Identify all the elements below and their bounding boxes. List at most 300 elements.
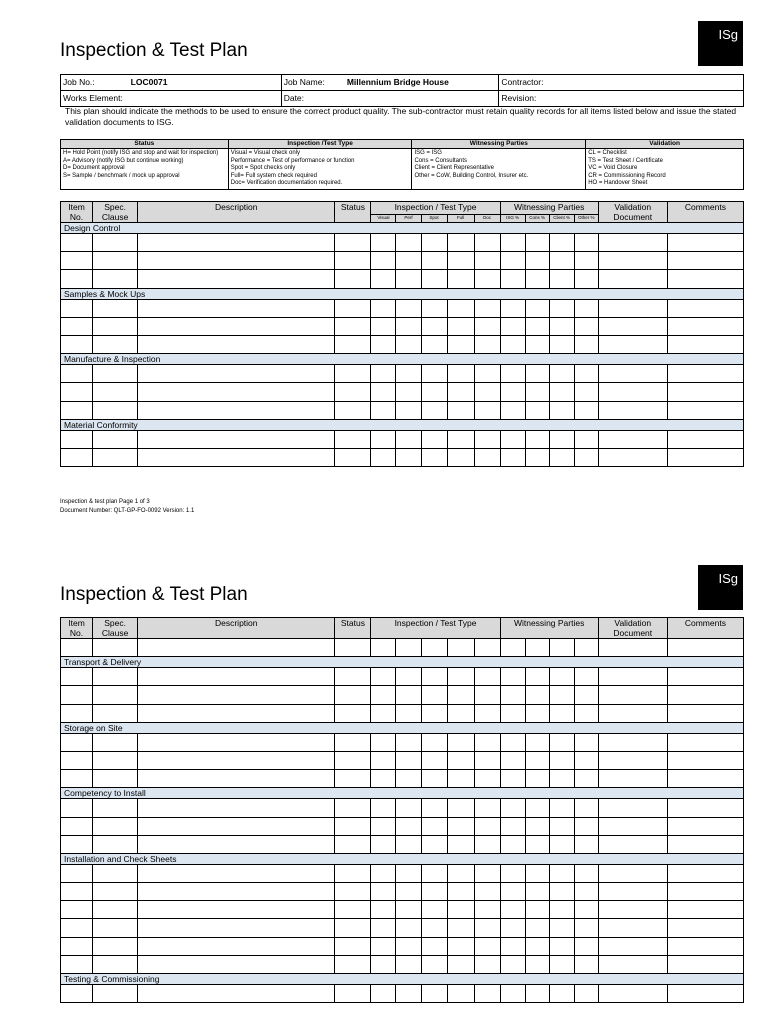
table-cell[interactable] bbox=[525, 985, 549, 1003]
table-cell[interactable] bbox=[371, 401, 396, 419]
table-cell[interactable] bbox=[138, 365, 335, 383]
table-cell[interactable] bbox=[525, 383, 549, 401]
table-cell[interactable] bbox=[667, 770, 743, 788]
table-cell[interactable] bbox=[61, 704, 93, 722]
table-cell[interactable] bbox=[574, 383, 598, 401]
table-cell[interactable] bbox=[474, 252, 500, 270]
table-cell[interactable] bbox=[371, 751, 396, 769]
table-cell[interactable] bbox=[396, 448, 421, 466]
table-cell[interactable] bbox=[525, 401, 549, 419]
table-cell[interactable] bbox=[61, 401, 93, 419]
table-cell[interactable] bbox=[396, 299, 421, 317]
table-cell[interactable] bbox=[61, 901, 93, 919]
table-cell[interactable] bbox=[500, 901, 525, 919]
table-cell[interactable] bbox=[61, 299, 93, 317]
table-cell[interactable] bbox=[598, 317, 667, 335]
table-cell[interactable] bbox=[421, 770, 447, 788]
table-cell[interactable] bbox=[525, 817, 549, 835]
table-cell[interactable] bbox=[598, 937, 667, 955]
table-cell[interactable] bbox=[138, 835, 335, 853]
table-cell[interactable] bbox=[421, 448, 447, 466]
table-cell[interactable] bbox=[138, 864, 335, 882]
table-cell[interactable] bbox=[61, 448, 93, 466]
table-cell[interactable] bbox=[525, 448, 549, 466]
table-cell[interactable] bbox=[549, 985, 574, 1003]
table-cell[interactable] bbox=[93, 383, 138, 401]
table-cell[interactable] bbox=[574, 365, 598, 383]
table-cell[interactable] bbox=[574, 835, 598, 853]
table-cell[interactable] bbox=[447, 770, 474, 788]
table-cell[interactable] bbox=[371, 365, 396, 383]
table-cell[interactable] bbox=[93, 985, 138, 1003]
table-cell[interactable] bbox=[598, 252, 667, 270]
table-cell[interactable] bbox=[474, 335, 500, 353]
table-cell[interactable] bbox=[335, 955, 371, 973]
table-cell[interactable] bbox=[598, 668, 667, 686]
table-cell[interactable] bbox=[61, 639, 93, 657]
table-cell[interactable] bbox=[500, 955, 525, 973]
table-cell[interactable] bbox=[549, 937, 574, 955]
table-cell[interactable] bbox=[421, 937, 447, 955]
table-cell[interactable] bbox=[574, 234, 598, 252]
table-cell[interactable] bbox=[525, 955, 549, 973]
table-cell[interactable] bbox=[93, 901, 138, 919]
table-cell[interactable] bbox=[61, 883, 93, 901]
table-cell[interactable] bbox=[335, 864, 371, 882]
table-cell[interactable] bbox=[421, 234, 447, 252]
table-cell[interactable] bbox=[93, 919, 138, 937]
table-cell[interactable] bbox=[667, 901, 743, 919]
table-cell[interactable] bbox=[61, 864, 93, 882]
table-cell[interactable] bbox=[667, 751, 743, 769]
table-cell[interactable] bbox=[421, 883, 447, 901]
table-cell[interactable] bbox=[138, 383, 335, 401]
table-cell[interactable] bbox=[396, 733, 421, 751]
table-cell[interactable] bbox=[574, 252, 598, 270]
table-cell[interactable] bbox=[421, 270, 447, 288]
table-cell[interactable] bbox=[61, 799, 93, 817]
table-cell[interactable] bbox=[396, 835, 421, 853]
table-cell[interactable] bbox=[474, 270, 500, 288]
table-cell[interactable] bbox=[421, 901, 447, 919]
table-cell[interactable] bbox=[138, 704, 335, 722]
table-cell[interactable] bbox=[667, 817, 743, 835]
table-cell[interactable] bbox=[447, 733, 474, 751]
table-cell[interactable] bbox=[500, 937, 525, 955]
table-cell[interactable] bbox=[500, 864, 525, 882]
table-cell[interactable] bbox=[93, 401, 138, 419]
table-cell[interactable] bbox=[93, 234, 138, 252]
table-cell[interactable] bbox=[598, 770, 667, 788]
table-cell[interactable] bbox=[574, 770, 598, 788]
table-cell[interactable] bbox=[335, 751, 371, 769]
table-cell[interactable] bbox=[574, 335, 598, 353]
table-cell[interactable] bbox=[574, 955, 598, 973]
table-cell[interactable] bbox=[138, 401, 335, 419]
table-cell[interactable] bbox=[335, 365, 371, 383]
table-cell[interactable] bbox=[371, 835, 396, 853]
table-cell[interactable] bbox=[335, 270, 371, 288]
table-cell[interactable] bbox=[335, 299, 371, 317]
table-cell[interactable] bbox=[138, 270, 335, 288]
table-cell[interactable] bbox=[549, 430, 574, 448]
table-cell[interactable] bbox=[549, 639, 574, 657]
table-cell[interactable] bbox=[525, 835, 549, 853]
table-cell[interactable] bbox=[549, 365, 574, 383]
table-cell[interactable] bbox=[598, 639, 667, 657]
table-cell[interactable] bbox=[474, 430, 500, 448]
table-cell[interactable] bbox=[396, 883, 421, 901]
table-cell[interactable] bbox=[371, 335, 396, 353]
table-cell[interactable] bbox=[335, 668, 371, 686]
table-cell[interactable] bbox=[138, 733, 335, 751]
table-cell[interactable] bbox=[421, 383, 447, 401]
table-cell[interactable] bbox=[138, 901, 335, 919]
table-cell[interactable] bbox=[138, 799, 335, 817]
table-cell[interactable] bbox=[667, 234, 743, 252]
table-cell[interactable] bbox=[574, 299, 598, 317]
table-cell[interactable] bbox=[525, 299, 549, 317]
table-cell[interactable] bbox=[335, 686, 371, 704]
table-cell[interactable] bbox=[598, 704, 667, 722]
table-cell[interactable] bbox=[396, 639, 421, 657]
table-cell[interactable] bbox=[335, 937, 371, 955]
table-cell[interactable] bbox=[396, 799, 421, 817]
table-cell[interactable] bbox=[138, 299, 335, 317]
table-cell[interactable] bbox=[598, 383, 667, 401]
table-cell[interactable] bbox=[396, 955, 421, 973]
table-cell[interactable] bbox=[500, 365, 525, 383]
table-cell[interactable] bbox=[667, 270, 743, 288]
table-cell[interactable] bbox=[371, 883, 396, 901]
table-cell[interactable] bbox=[549, 770, 574, 788]
table-cell[interactable] bbox=[667, 799, 743, 817]
table-cell[interactable] bbox=[396, 937, 421, 955]
table-cell[interactable] bbox=[138, 955, 335, 973]
table-cell[interactable] bbox=[598, 335, 667, 353]
table-cell[interactable] bbox=[138, 985, 335, 1003]
table-cell[interactable] bbox=[335, 817, 371, 835]
table-cell[interactable] bbox=[667, 668, 743, 686]
table-cell[interactable] bbox=[474, 704, 500, 722]
table-cell[interactable] bbox=[447, 704, 474, 722]
table-cell[interactable] bbox=[447, 252, 474, 270]
table-cell[interactable] bbox=[474, 919, 500, 937]
table-cell[interactable] bbox=[574, 901, 598, 919]
table-cell[interactable] bbox=[598, 901, 667, 919]
table-cell[interactable] bbox=[549, 270, 574, 288]
table-cell[interactable] bbox=[396, 383, 421, 401]
table-cell[interactable] bbox=[93, 751, 138, 769]
table-cell[interactable] bbox=[138, 686, 335, 704]
table-cell[interactable] bbox=[447, 383, 474, 401]
table-cell[interactable] bbox=[667, 919, 743, 937]
table-cell[interactable] bbox=[500, 751, 525, 769]
table-cell[interactable] bbox=[421, 668, 447, 686]
table-cell[interactable] bbox=[667, 955, 743, 973]
table-cell[interactable] bbox=[525, 252, 549, 270]
table-cell[interactable] bbox=[93, 430, 138, 448]
table-cell[interactable] bbox=[335, 733, 371, 751]
table-cell[interactable] bbox=[447, 751, 474, 769]
table-cell[interactable] bbox=[474, 448, 500, 466]
table-cell[interactable] bbox=[138, 448, 335, 466]
table-cell[interactable] bbox=[421, 317, 447, 335]
table-cell[interactable] bbox=[474, 937, 500, 955]
table-cell[interactable] bbox=[500, 270, 525, 288]
table-cell[interactable] bbox=[598, 751, 667, 769]
table-cell[interactable] bbox=[61, 733, 93, 751]
table-cell[interactable] bbox=[335, 835, 371, 853]
table-cell[interactable] bbox=[138, 668, 335, 686]
table-cell[interactable] bbox=[335, 901, 371, 919]
table-cell[interactable] bbox=[598, 817, 667, 835]
table-cell[interactable] bbox=[396, 401, 421, 419]
table-cell[interactable] bbox=[335, 799, 371, 817]
table-cell[interactable] bbox=[396, 704, 421, 722]
table-cell[interactable] bbox=[421, 835, 447, 853]
table-cell[interactable] bbox=[93, 733, 138, 751]
table-cell[interactable] bbox=[447, 401, 474, 419]
table-cell[interactable] bbox=[61, 751, 93, 769]
table-cell[interactable] bbox=[474, 751, 500, 769]
table-cell[interactable] bbox=[574, 448, 598, 466]
table-cell[interactable] bbox=[447, 365, 474, 383]
table-cell[interactable] bbox=[421, 799, 447, 817]
table-cell[interactable] bbox=[474, 985, 500, 1003]
table-cell[interactable] bbox=[371, 799, 396, 817]
table-cell[interactable] bbox=[598, 835, 667, 853]
table-cell[interactable] bbox=[371, 985, 396, 1003]
table-cell[interactable] bbox=[525, 668, 549, 686]
table-cell[interactable] bbox=[574, 704, 598, 722]
table-cell[interactable] bbox=[447, 955, 474, 973]
table-cell[interactable] bbox=[667, 733, 743, 751]
table-cell[interactable] bbox=[61, 985, 93, 1003]
table-cell[interactable] bbox=[667, 317, 743, 335]
table-cell[interactable] bbox=[447, 937, 474, 955]
table-cell[interactable] bbox=[500, 817, 525, 835]
table-cell[interactable] bbox=[598, 686, 667, 704]
table-cell[interactable] bbox=[525, 901, 549, 919]
table-cell[interactable] bbox=[396, 668, 421, 686]
table-cell[interactable] bbox=[421, 919, 447, 937]
table-cell[interactable] bbox=[667, 335, 743, 353]
table-cell[interactable] bbox=[667, 430, 743, 448]
table-cell[interactable] bbox=[61, 937, 93, 955]
table-cell[interactable] bbox=[371, 252, 396, 270]
table-cell[interactable] bbox=[549, 835, 574, 853]
table-cell[interactable] bbox=[598, 799, 667, 817]
table-cell[interactable] bbox=[421, 955, 447, 973]
table-cell[interactable] bbox=[447, 639, 474, 657]
table-cell[interactable] bbox=[447, 817, 474, 835]
table-cell[interactable] bbox=[447, 799, 474, 817]
table-cell[interactable] bbox=[447, 299, 474, 317]
table-cell[interactable] bbox=[447, 883, 474, 901]
table-cell[interactable] bbox=[525, 639, 549, 657]
table-cell[interactable] bbox=[549, 299, 574, 317]
table-cell[interactable] bbox=[598, 401, 667, 419]
table-cell[interactable] bbox=[574, 751, 598, 769]
table-cell[interactable] bbox=[93, 835, 138, 853]
table-cell[interactable] bbox=[61, 817, 93, 835]
table-cell[interactable] bbox=[549, 733, 574, 751]
table-cell[interactable] bbox=[549, 864, 574, 882]
table-cell[interactable] bbox=[549, 668, 574, 686]
table-cell[interactable] bbox=[474, 883, 500, 901]
table-cell[interactable] bbox=[371, 686, 396, 704]
table-cell[interactable] bbox=[525, 883, 549, 901]
table-cell[interactable] bbox=[371, 430, 396, 448]
table-cell[interactable] bbox=[598, 955, 667, 973]
table-cell[interactable] bbox=[138, 937, 335, 955]
table-cell[interactable] bbox=[138, 234, 335, 252]
table-cell[interactable] bbox=[500, 733, 525, 751]
table-cell[interactable] bbox=[335, 234, 371, 252]
table-cell[interactable] bbox=[61, 955, 93, 973]
table-cell[interactable] bbox=[93, 668, 138, 686]
table-cell[interactable] bbox=[549, 704, 574, 722]
table-cell[interactable] bbox=[396, 270, 421, 288]
table-cell[interactable] bbox=[525, 430, 549, 448]
table-cell[interactable] bbox=[574, 883, 598, 901]
table-cell[interactable] bbox=[396, 234, 421, 252]
table-cell[interactable] bbox=[525, 234, 549, 252]
table-cell[interactable] bbox=[138, 770, 335, 788]
table-cell[interactable] bbox=[93, 365, 138, 383]
table-cell[interactable] bbox=[421, 639, 447, 657]
table-cell[interactable] bbox=[474, 901, 500, 919]
table-cell[interactable] bbox=[61, 365, 93, 383]
table-cell[interactable] bbox=[421, 985, 447, 1003]
table-cell[interactable] bbox=[138, 883, 335, 901]
table-cell[interactable] bbox=[61, 668, 93, 686]
table-cell[interactable] bbox=[667, 835, 743, 853]
table-cell[interactable] bbox=[61, 234, 93, 252]
table-cell[interactable] bbox=[525, 704, 549, 722]
table-cell[interactable] bbox=[396, 686, 421, 704]
table-cell[interactable] bbox=[396, 817, 421, 835]
table-cell[interactable] bbox=[525, 335, 549, 353]
table-cell[interactable] bbox=[421, 751, 447, 769]
table-cell[interactable] bbox=[525, 864, 549, 882]
table-cell[interactable] bbox=[549, 401, 574, 419]
table-cell[interactable] bbox=[474, 668, 500, 686]
table-cell[interactable] bbox=[421, 365, 447, 383]
table-cell[interactable] bbox=[61, 770, 93, 788]
table-cell[interactable] bbox=[667, 704, 743, 722]
table-cell[interactable] bbox=[474, 733, 500, 751]
table-cell[interactable] bbox=[138, 751, 335, 769]
table-cell[interactable] bbox=[474, 365, 500, 383]
table-cell[interactable] bbox=[138, 817, 335, 835]
table-cell[interactable] bbox=[500, 985, 525, 1003]
table-cell[interactable] bbox=[93, 335, 138, 353]
table-cell[interactable] bbox=[138, 252, 335, 270]
table-cell[interactable] bbox=[396, 430, 421, 448]
table-cell[interactable] bbox=[371, 639, 396, 657]
table-cell[interactable] bbox=[500, 919, 525, 937]
table-cell[interactable] bbox=[61, 430, 93, 448]
table-cell[interactable] bbox=[500, 448, 525, 466]
table-cell[interactable] bbox=[549, 448, 574, 466]
table-cell[interactable] bbox=[93, 770, 138, 788]
table-cell[interactable] bbox=[598, 365, 667, 383]
table-cell[interactable] bbox=[500, 639, 525, 657]
table-cell[interactable] bbox=[93, 937, 138, 955]
table-cell[interactable] bbox=[667, 985, 743, 1003]
table-cell[interactable] bbox=[93, 883, 138, 901]
table-cell[interactable] bbox=[138, 919, 335, 937]
table-cell[interactable] bbox=[667, 252, 743, 270]
table-cell[interactable] bbox=[598, 270, 667, 288]
table-cell[interactable] bbox=[574, 668, 598, 686]
table-cell[interactable] bbox=[549, 817, 574, 835]
table-cell[interactable] bbox=[474, 864, 500, 882]
table-cell[interactable] bbox=[549, 799, 574, 817]
table-cell[interactable] bbox=[447, 335, 474, 353]
table-cell[interactable] bbox=[474, 234, 500, 252]
table-cell[interactable] bbox=[396, 317, 421, 335]
table-cell[interactable] bbox=[474, 955, 500, 973]
table-cell[interactable] bbox=[335, 335, 371, 353]
table-cell[interactable] bbox=[500, 883, 525, 901]
table-cell[interactable] bbox=[396, 365, 421, 383]
table-cell[interactable] bbox=[574, 985, 598, 1003]
table-cell[interactable] bbox=[549, 919, 574, 937]
table-cell[interactable] bbox=[421, 733, 447, 751]
table-cell[interactable] bbox=[61, 270, 93, 288]
table-cell[interactable] bbox=[598, 448, 667, 466]
table-cell[interactable] bbox=[93, 448, 138, 466]
table-cell[interactable] bbox=[93, 317, 138, 335]
table-cell[interactable] bbox=[525, 919, 549, 937]
table-cell[interactable] bbox=[574, 401, 598, 419]
table-cell[interactable] bbox=[335, 919, 371, 937]
table-cell[interactable] bbox=[396, 864, 421, 882]
table-cell[interactable] bbox=[474, 686, 500, 704]
table-cell[interactable] bbox=[549, 883, 574, 901]
table-cell[interactable] bbox=[598, 430, 667, 448]
table-cell[interactable] bbox=[61, 919, 93, 937]
table-cell[interactable] bbox=[93, 270, 138, 288]
table-cell[interactable] bbox=[371, 919, 396, 937]
table-cell[interactable] bbox=[574, 430, 598, 448]
table-cell[interactable] bbox=[500, 252, 525, 270]
table-cell[interactable] bbox=[138, 317, 335, 335]
table-cell[interactable] bbox=[396, 252, 421, 270]
table-cell[interactable] bbox=[598, 234, 667, 252]
table-cell[interactable] bbox=[421, 401, 447, 419]
table-cell[interactable] bbox=[525, 733, 549, 751]
table-cell[interactable] bbox=[447, 317, 474, 335]
table-cell[interactable] bbox=[335, 704, 371, 722]
table-cell[interactable] bbox=[371, 733, 396, 751]
table-cell[interactable] bbox=[549, 252, 574, 270]
table-cell[interactable] bbox=[447, 430, 474, 448]
table-cell[interactable] bbox=[335, 383, 371, 401]
table-cell[interactable] bbox=[574, 937, 598, 955]
table-cell[interactable] bbox=[61, 835, 93, 853]
table-cell[interactable] bbox=[500, 686, 525, 704]
table-cell[interactable] bbox=[396, 770, 421, 788]
table-cell[interactable] bbox=[525, 751, 549, 769]
table-cell[interactable] bbox=[474, 639, 500, 657]
table-cell[interactable] bbox=[447, 919, 474, 937]
table-cell[interactable] bbox=[93, 686, 138, 704]
table-cell[interactable] bbox=[574, 733, 598, 751]
